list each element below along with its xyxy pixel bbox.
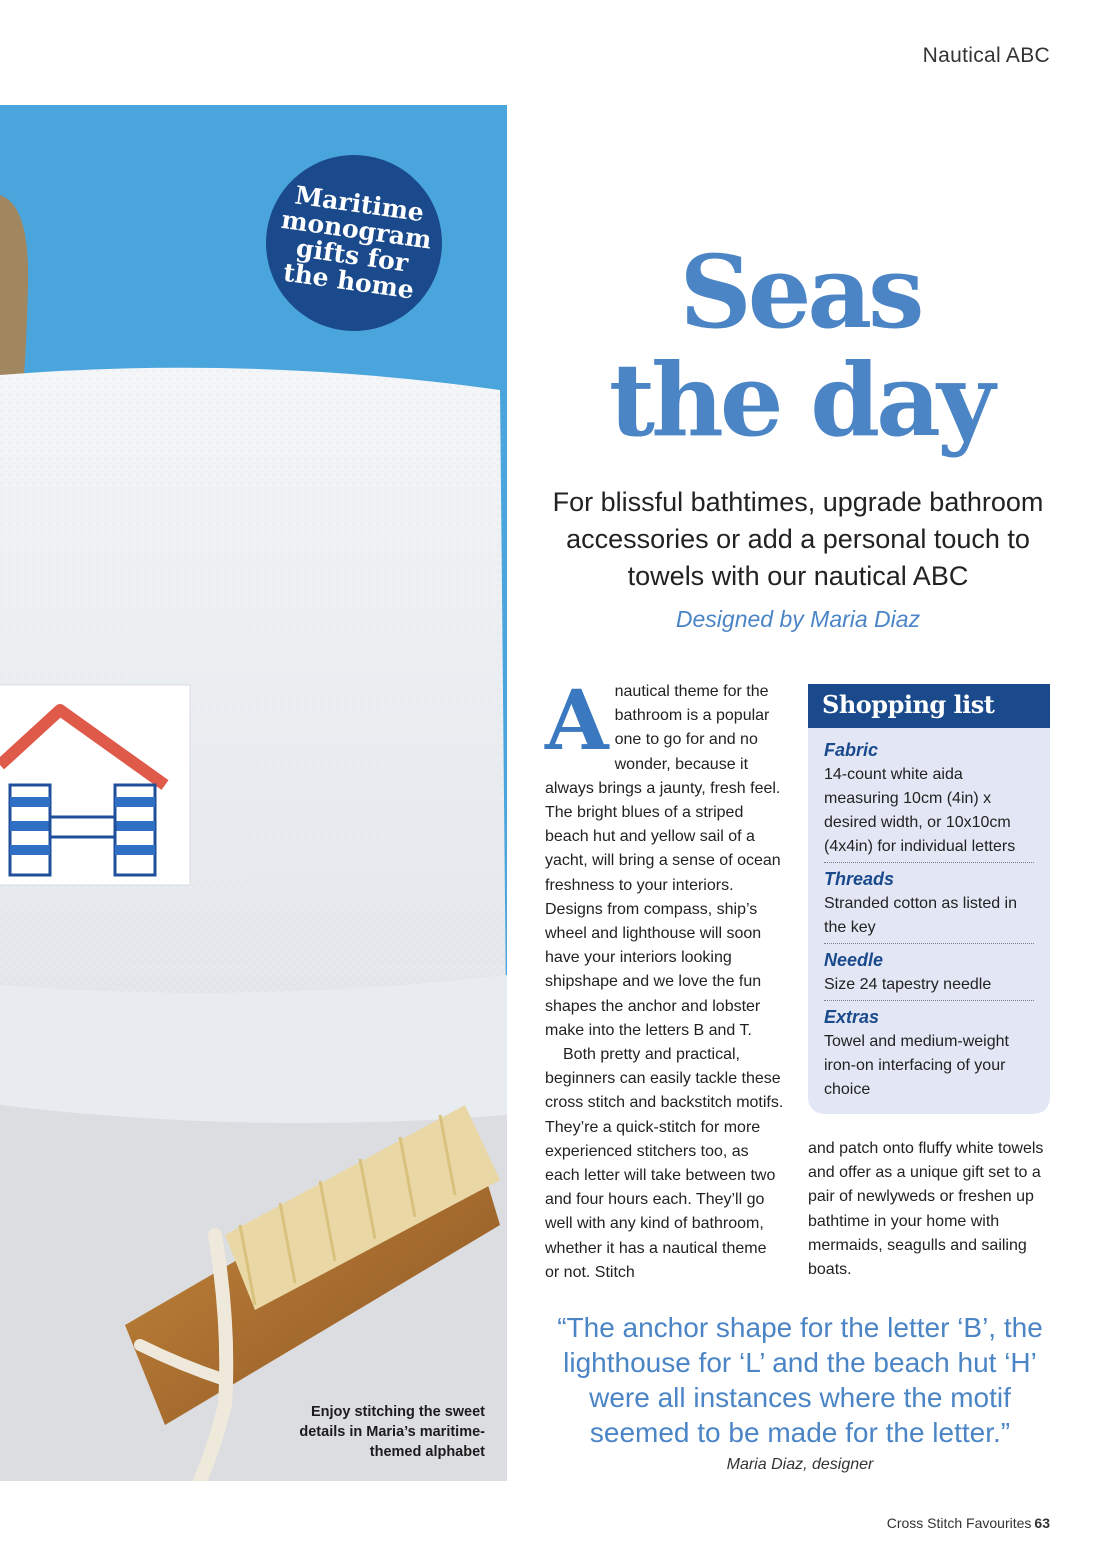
shopping-item-label: Needle — [824, 950, 884, 970]
shopping-item-text: 14-count white aida measuring 10cm (4in) x desired width, or 10x10cm (4x4in) for individual letters — [824, 766, 1016, 855]
photo-caption: Enjoy stitching the sweet details in Maria’s maritime-themed alphabet — [299, 1404, 485, 1460]
pull-quote: “The anchor shape for the letter ‘B’, the lighthouse for ‘L’ and the beach hut ‘H’ were all instances where the motif seemed to be made for the letter.” — [557, 1312, 1043, 1448]
magazine-name: Cross Stitch Favourites — [886, 1515, 1032, 1531]
shopping-item-text: Size 24 tapestry needle — [824, 976, 992, 993]
body-paragraph-2: Both pretty and practical, beginners can easily tackle these cross stitch and backstitch motifs. They’re a quick-stitch for more experienced stitchers too, as each letter will take between two and four hours each. They’ll go well with any kind of bathroom, whether it has a nautical theme or not. Stitch — [545, 1046, 784, 1281]
page-number: 63 — [1034, 1515, 1050, 1531]
body-paragraph-2-continued: and patch onto fluffy white towels and offer as a unique gift set to a pair of newlyweds or freshen up bathtime in your home with mermaids, seagulls and sailing boats. — [808, 1140, 1044, 1279]
body-column-2 — [808, 1137, 1048, 1282]
page-title — [560, 233, 1040, 459]
shopping-item-fabric — [824, 736, 1034, 863]
shopping-item-label: Extras — [824, 1007, 880, 1027]
byline: Designed by Maria Diaz — [675, 606, 921, 632]
page-footer — [887, 1515, 1050, 1531]
title-line-2: the day — [608, 341, 992, 459]
feature-photo — [0, 105, 507, 1481]
shopping-list-heading: Shopping list — [808, 684, 1050, 728]
shopping-item-needle — [824, 946, 1034, 1001]
shopping-item-text: Towel and medium-weight iron-on interfacing of your choice — [824, 1033, 1009, 1098]
drop-cap: A — [545, 673, 609, 769]
shopping-item-threads — [824, 865, 1034, 944]
standfirst: For blissful bathtimes, upgrade bathroom accessories or add a personal touch to towels with our nautical ABC — [552, 487, 1044, 591]
shopping-item-extras — [824, 1003, 1034, 1105]
shopping-item-label: Threads — [824, 869, 895, 889]
shopping-item-text: Stranded cotton as listed in the key — [824, 895, 1018, 936]
body-column-1 — [545, 673, 785, 1285]
shopping-item-label: Fabric — [824, 740, 879, 760]
title-line-1: Seas — [679, 233, 921, 351]
section-tag: Nautical ABC — [922, 44, 1050, 67]
badge-text: Maritime monogram gifts for the home — [279, 180, 434, 305]
body-paragraph-1: nautical theme for the bathroom is a popular one to go for and no wonder, because it always brings a jaunty, fresh feel. The bright blues of a striped beach hut and yellow sail of a yacht, will bring a sense of ocean freshness to your interiors. Designs from compass, ship’s wheel and lighthouse will soon have your interiors looking shipshape and we love the fun shapes the anchor and lobster make into the letters B and T. — [545, 683, 781, 1039]
shopping-list-box — [808, 684, 1050, 1114]
pull-quote-attribution: Maria Diaz, designer — [726, 1456, 874, 1473]
